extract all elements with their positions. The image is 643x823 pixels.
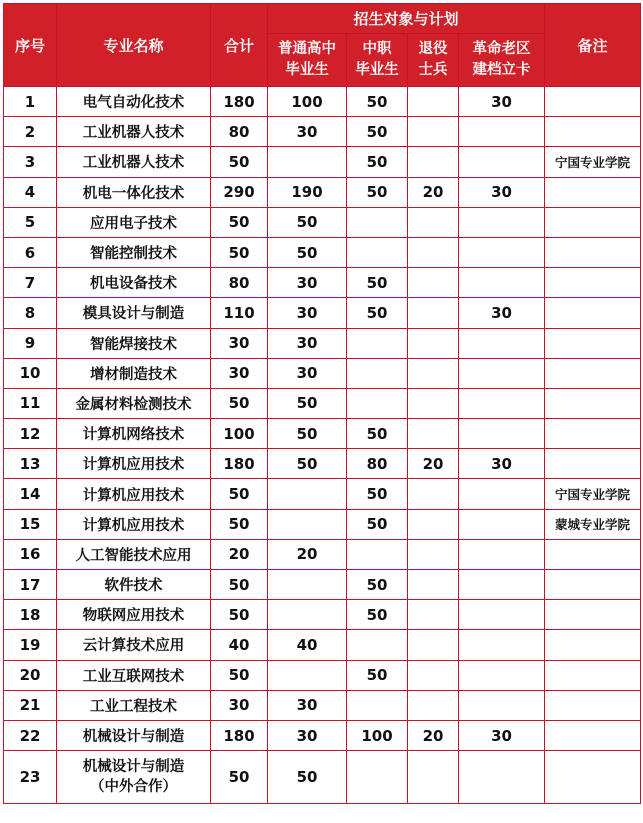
header-revolution-line1: 革命老区: [472, 41, 531, 57]
cell-highschool: 50: [268, 751, 347, 804]
cell-highschool: [268, 479, 347, 509]
cell-vocational: 50: [347, 177, 408, 207]
cell-vocational: [347, 237, 408, 267]
cell-highschool: 50: [268, 237, 347, 267]
cell-major: [57, 751, 211, 804]
cell-major: 工业机器人技术: [57, 117, 211, 147]
cell-major: 计算机应用技术: [57, 449, 211, 479]
table-row: [4, 751, 641, 804]
cell-vocational: 50: [347, 509, 408, 539]
cell-revolution: [459, 419, 545, 449]
cell-major: 软件技术: [57, 570, 211, 600]
cell-seq: 6: [4, 237, 57, 267]
cell-note: [545, 600, 641, 630]
table-row: [4, 298, 641, 328]
cell-note: [545, 720, 641, 750]
cell-major-line2: （中外合作）: [90, 779, 177, 796]
cell-note: [545, 630, 641, 660]
cell-seq: 9: [4, 328, 57, 358]
cell-revolution: [459, 358, 545, 388]
header-seq: 序号: [4, 4, 57, 87]
cell-seq: 19: [4, 630, 57, 660]
cell-major: 计算机应用技术: [57, 509, 211, 539]
cell-total: 180: [211, 87, 268, 117]
cell-revolution: [459, 509, 545, 539]
cell-highschool: 30: [268, 268, 347, 298]
cell-total: 30: [211, 690, 268, 720]
header-major: 专业名称: [57, 4, 211, 87]
cell-total: 50: [211, 660, 268, 690]
header-total: 合计: [211, 4, 268, 87]
cell-veteran: [408, 328, 459, 358]
cell-vocational: [347, 690, 408, 720]
cell-revolution: 30: [459, 177, 545, 207]
cell-vocational: 50: [347, 660, 408, 690]
cell-revolution: [459, 539, 545, 569]
cell-veteran: [408, 660, 459, 690]
cell-note: [545, 690, 641, 720]
cell-vocational: [347, 630, 408, 660]
table-header: [4, 4, 641, 87]
cell-seq: 3: [4, 147, 57, 177]
cell-seq: 21: [4, 690, 57, 720]
cell-veteran: [408, 298, 459, 328]
cell-highschool: 30: [268, 690, 347, 720]
table-row: [4, 388, 641, 418]
cell-highschool: 30: [268, 328, 347, 358]
cell-total: 110: [211, 298, 268, 328]
cell-veteran: [408, 207, 459, 237]
cell-highschool: [268, 660, 347, 690]
cell-major: 机电设备技术: [57, 268, 211, 298]
cell-seq: 20: [4, 660, 57, 690]
cell-seq: 10: [4, 358, 57, 388]
cell-veteran: [408, 87, 459, 117]
cell-highschool: 100: [268, 87, 347, 117]
cell-seq: 18: [4, 600, 57, 630]
cell-revolution: 30: [459, 449, 545, 479]
cell-vocational: [347, 539, 408, 569]
cell-vocational: [347, 751, 408, 804]
header-revolution: [459, 34, 545, 87]
cell-seq: 4: [4, 177, 57, 207]
cell-highschool: 30: [268, 720, 347, 750]
table-row: [4, 117, 641, 147]
cell-major: 云计算技术应用: [57, 630, 211, 660]
cell-veteran: [408, 147, 459, 177]
cell-major: 工业工程技术: [57, 690, 211, 720]
cell-note: [545, 298, 641, 328]
cell-note: [545, 268, 641, 298]
cell-major: 应用电子技术: [57, 207, 211, 237]
cell-major: 金属材料检测技术: [57, 388, 211, 418]
cell-revolution: 30: [459, 87, 545, 117]
cell-veteran: 20: [408, 177, 459, 207]
cell-revolution: [459, 328, 545, 358]
table-row: [4, 207, 641, 237]
cell-total: 50: [211, 479, 268, 509]
cell-veteran: 20: [408, 720, 459, 750]
cell-veteran: [408, 600, 459, 630]
cell-veteran: [408, 539, 459, 569]
cell-note: [545, 87, 641, 117]
cell-note: [545, 449, 641, 479]
cell-veteran: [408, 358, 459, 388]
cell-major: 机械设计与制造: [57, 720, 211, 750]
cell-vocational: 50: [347, 117, 408, 147]
cell-major: 计算机网络技术: [57, 419, 211, 449]
cell-vocational: 50: [347, 87, 408, 117]
cell-veteran: [408, 751, 459, 804]
cell-veteran: [408, 117, 459, 147]
cell-total: 50: [211, 237, 268, 267]
table-row: [4, 479, 641, 509]
cell-note: 宁国专业学院: [545, 479, 641, 509]
cell-highschool: 20: [268, 539, 347, 569]
cell-vocational: 50: [347, 268, 408, 298]
cell-note: [545, 539, 641, 569]
cell-major: 人工智能技术应用: [57, 539, 211, 569]
cell-major: 电气自动化技术: [57, 87, 211, 117]
cell-note: [545, 237, 641, 267]
table-row: [4, 419, 641, 449]
cell-seq: 22: [4, 720, 57, 750]
table-row: [4, 358, 641, 388]
cell-note: [545, 660, 641, 690]
cell-revolution: [459, 388, 545, 418]
cell-vocational: 50: [347, 419, 408, 449]
cell-revolution: [459, 268, 545, 298]
cell-total: 80: [211, 117, 268, 147]
header-revolution-line2: 建档立卡: [472, 62, 531, 78]
cell-seq: 8: [4, 298, 57, 328]
cell-revolution: [459, 690, 545, 720]
cell-seq: 14: [4, 479, 57, 509]
cell-major: 智能焊接技术: [57, 328, 211, 358]
cell-veteran: [408, 388, 459, 418]
cell-revolution: [459, 751, 545, 804]
cell-vocational: [347, 358, 408, 388]
cell-veteran: 20: [408, 449, 459, 479]
table-row: [4, 600, 641, 630]
cell-veteran: [408, 509, 459, 539]
table-row: [4, 660, 641, 690]
cell-seq: 5: [4, 207, 57, 237]
cell-veteran: [408, 630, 459, 660]
cell-note: [545, 751, 641, 804]
header-vocational-line1: 中职: [362, 41, 392, 57]
cell-total: 50: [211, 509, 268, 539]
cell-vocational: 50: [347, 479, 408, 509]
header-note: 备注: [545, 4, 641, 87]
header-veteran-line1: 退役: [418, 41, 448, 57]
cell-total: 50: [211, 388, 268, 418]
cell-vocational: [347, 388, 408, 418]
cell-seq: 2: [4, 117, 57, 147]
table-row: [4, 147, 641, 177]
cell-revolution: [459, 570, 545, 600]
cell-highschool: [268, 600, 347, 630]
cell-veteran: [408, 570, 459, 600]
table-row: [4, 630, 641, 660]
cell-veteran: [408, 268, 459, 298]
header-veteran-line2: 士兵: [418, 62, 448, 78]
table-row: [4, 237, 641, 267]
cell-highschool: [268, 147, 347, 177]
cell-vocational: 100: [347, 720, 408, 750]
table-row: [4, 328, 641, 358]
cell-highschool: 50: [268, 449, 347, 479]
cell-veteran: [408, 237, 459, 267]
cell-highschool: [268, 570, 347, 600]
enrollment-plan-table: [3, 3, 641, 804]
cell-revolution: [459, 660, 545, 690]
cell-seq: 16: [4, 539, 57, 569]
cell-note: [545, 117, 641, 147]
table-row: [4, 720, 641, 750]
cell-revolution: 30: [459, 720, 545, 750]
cell-major: 工业机器人技术: [57, 147, 211, 177]
cell-highschool: [268, 509, 347, 539]
cell-major: 模具设计与制造: [57, 298, 211, 328]
cell-major: 智能控制技术: [57, 237, 211, 267]
cell-highschool: 50: [268, 419, 347, 449]
table-body: [4, 87, 641, 804]
cell-revolution: [459, 147, 545, 177]
cell-major: 增材制造技术: [57, 358, 211, 388]
cell-veteran: [408, 479, 459, 509]
cell-revolution: [459, 479, 545, 509]
cell-highschool: 40: [268, 630, 347, 660]
cell-total: 20: [211, 539, 268, 569]
cell-note: [545, 388, 641, 418]
cell-total: 50: [211, 600, 268, 630]
cell-seq: 7: [4, 268, 57, 298]
cell-major-line1: 机械设计与制造: [82, 759, 185, 776]
table-row: [4, 539, 641, 569]
header-plan-group: 招生对象与计划: [268, 4, 545, 34]
cell-total: 50: [211, 147, 268, 177]
cell-note: [545, 358, 641, 388]
table-row: [4, 87, 641, 117]
table-row: [4, 690, 641, 720]
table-row: [4, 449, 641, 479]
cell-total: 290: [211, 177, 268, 207]
table-row: [4, 268, 641, 298]
cell-revolution: [459, 207, 545, 237]
cell-vocational: 50: [347, 600, 408, 630]
cell-note: 宁国专业学院: [545, 147, 641, 177]
cell-vocational: 50: [347, 147, 408, 177]
cell-total: 30: [211, 328, 268, 358]
cell-major: 工业互联网技术: [57, 660, 211, 690]
cell-seq: 13: [4, 449, 57, 479]
cell-vocational: [347, 207, 408, 237]
cell-highschool: 30: [268, 358, 347, 388]
cell-seq: 1: [4, 87, 57, 117]
cell-vocational: 80: [347, 449, 408, 479]
cell-major: 机电一体化技术: [57, 177, 211, 207]
cell-seq: 17: [4, 570, 57, 600]
cell-highschool: 50: [268, 388, 347, 418]
cell-vocational: [347, 328, 408, 358]
header-highschool: [268, 34, 347, 87]
cell-note: [545, 419, 641, 449]
cell-revolution: [459, 600, 545, 630]
cell-note: [545, 328, 641, 358]
cell-revolution: 30: [459, 298, 545, 328]
cell-total: 180: [211, 720, 268, 750]
cell-note: [545, 177, 641, 207]
header-vocational-line2: 毕业生: [355, 62, 399, 78]
table-row: [4, 570, 641, 600]
cell-highschool: 190: [268, 177, 347, 207]
cell-note: [545, 207, 641, 237]
cell-total: 40: [211, 630, 268, 660]
cell-total: 50: [211, 207, 268, 237]
cell-total: 80: [211, 268, 268, 298]
cell-total: 30: [211, 358, 268, 388]
cell-seq: 12: [4, 419, 57, 449]
cell-major: 物联网应用技术: [57, 600, 211, 630]
cell-note: [545, 570, 641, 600]
cell-vocational: 50: [347, 570, 408, 600]
cell-major: 计算机应用技术: [57, 479, 211, 509]
cell-veteran: [408, 690, 459, 720]
cell-total: 50: [211, 570, 268, 600]
cell-total: 50: [211, 751, 268, 804]
header-veteran: [408, 34, 459, 87]
header-vocational: [347, 34, 408, 87]
cell-veteran: [408, 419, 459, 449]
cell-revolution: [459, 630, 545, 660]
cell-revolution: [459, 237, 545, 267]
cell-seq: 15: [4, 509, 57, 539]
cell-seq: 11: [4, 388, 57, 418]
cell-note: 蒙城专业学院: [545, 509, 641, 539]
cell-highschool: 50: [268, 207, 347, 237]
header-highschool-line2: 毕业生: [285, 62, 329, 78]
header-highschool-line1: 普通高中: [278, 41, 336, 57]
table-row: [4, 177, 641, 207]
table-row: [4, 509, 641, 539]
cell-total: 100: [211, 419, 268, 449]
cell-revolution: [459, 117, 545, 147]
cell-seq: 23: [4, 751, 57, 804]
cell-highschool: 30: [268, 117, 347, 147]
cell-highschool: 30: [268, 298, 347, 328]
cell-vocational: 50: [347, 298, 408, 328]
cell-total: 180: [211, 449, 268, 479]
